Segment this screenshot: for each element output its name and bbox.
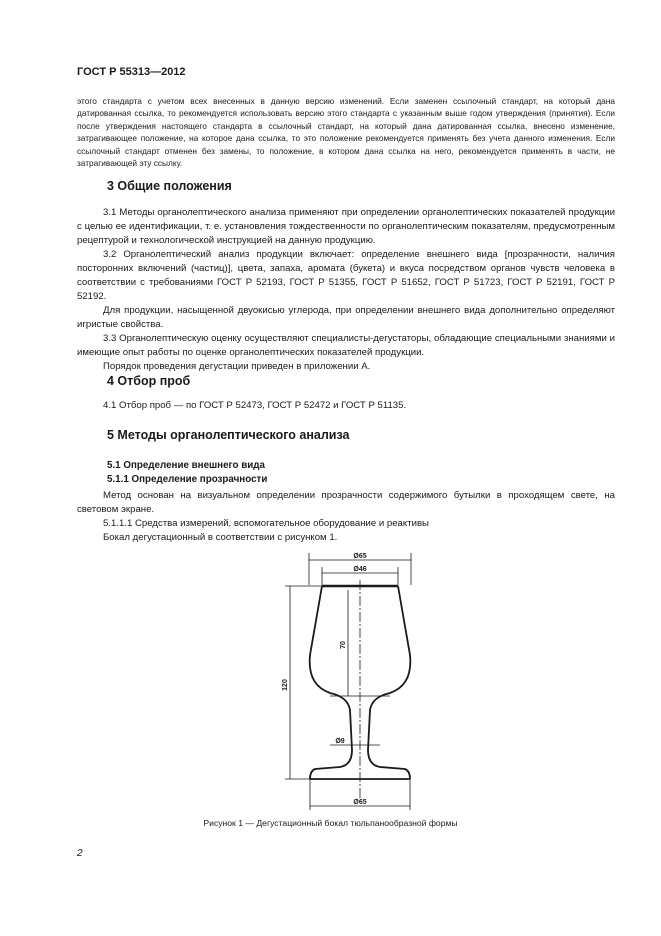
section-3-body <box>77 206 615 374</box>
paragraph: 3.3 Органолептическую оценку осуществляют специалисты-дегустаторы, обладающие специальными знаниями и имеющие опыт работы по оценке органолептических показателей продукции. <box>77 333 615 358</box>
page-number: 2 <box>77 848 83 859</box>
dim-base: Ø65 <box>353 799 367 806</box>
section-4-body <box>77 399 615 413</box>
dim-top-inner: Ø46 <box>353 566 367 573</box>
paragraph: Метод основан на визуальном определении прозрачности содержимого бутылки в проходящем свете, на световом экране. <box>77 490 615 515</box>
paragraph: 3.2 Органолептический анализ продукции включает: определение внешнего вида [прозрачности, наличия посторонних включений (частиц)], цвета, запаха, аромата (букета) и вкуса посредством органов чувств человека в соответствии с требованиями ГОСТ Р 52193, ГОСТ Р 51355, ГОСТ Р 51652, ГОСТ Р 51723, ГОСТ Р 52191, ГОСТ Р 52192. <box>77 249 615 302</box>
paragraph: Порядок проведения дегустации приведен в приложении А. <box>103 361 371 372</box>
paragraph: Для продукции, насыщенной двуокисью углерода, при определении внешнего вида дополнительно определяют игристые свойства. <box>77 305 615 330</box>
document-header: ГОСТ Р 55313—2012 <box>77 66 186 78</box>
figure-caption: Рисунок 1 — Дегустационный бокал тюльпанообразной формы <box>203 818 458 828</box>
subsection-5-1-1-heading: 5.1.1 Определение прозрачности <box>107 474 268 485</box>
section-3-heading: 3 Общие положения <box>107 179 232 193</box>
section-4-heading: 4 Отбор проб <box>107 374 191 388</box>
dim-stem: Ø9 <box>335 738 345 745</box>
paragraph: 3.1 Методы органолептического анализа применяют при определении органолептических показателей продукции с целью ее идентификации, т. е. установления тождественности по органолептическим показателям, предусмотренным рецептурой и технологической инструкцией на данную продукцию. <box>77 207 615 246</box>
paragraph: 4.1 Отбор проб — по ГОСТ Р 52473, ГОСТ Р 52472 и ГОСТ Р 51135. <box>103 400 407 411</box>
subsection-5-1-heading: 5.1 Определение внешнего вида <box>107 460 265 471</box>
paragraph: 5.1.1.1 Средства измерений, вспомогательное оборудование и реактивы <box>103 518 429 529</box>
intro-paragraph: этого стандарта с учетом всех внесенных в данную версию изменений. Если заменен ссылочный стандарт, на который дана датированная ссылка, то рекомендуется использовать версию этого стандарта с указанным выше годом утверждения (принятия). Если после утверждения настоящего стандарта в ссылочный стандарт, на который дана датированная ссылка, внесено изменение, затрагивающее положение, на которое дана ссылка, то это положение рекомендуется применять без учета данного изменения. Если ссылочный стандарт отменен без замены, то положение, в котором дана ссылка на него, рекомендуется применять в части, не затрагивающей эту ссылку. <box>77 96 615 169</box>
dim-top-outer: Ø65 <box>353 553 367 560</box>
section-5-heading: 5 Методы органолептического анализа <box>107 428 350 442</box>
tasting-glass-figure <box>270 545 430 815</box>
dim-bowl-height: 70 <box>340 641 347 649</box>
dim-total-height: 120 <box>282 679 289 691</box>
section-5-body <box>77 489 615 545</box>
paragraph: Бокал дегустационный в соответствии с рисунком 1. <box>103 532 338 543</box>
